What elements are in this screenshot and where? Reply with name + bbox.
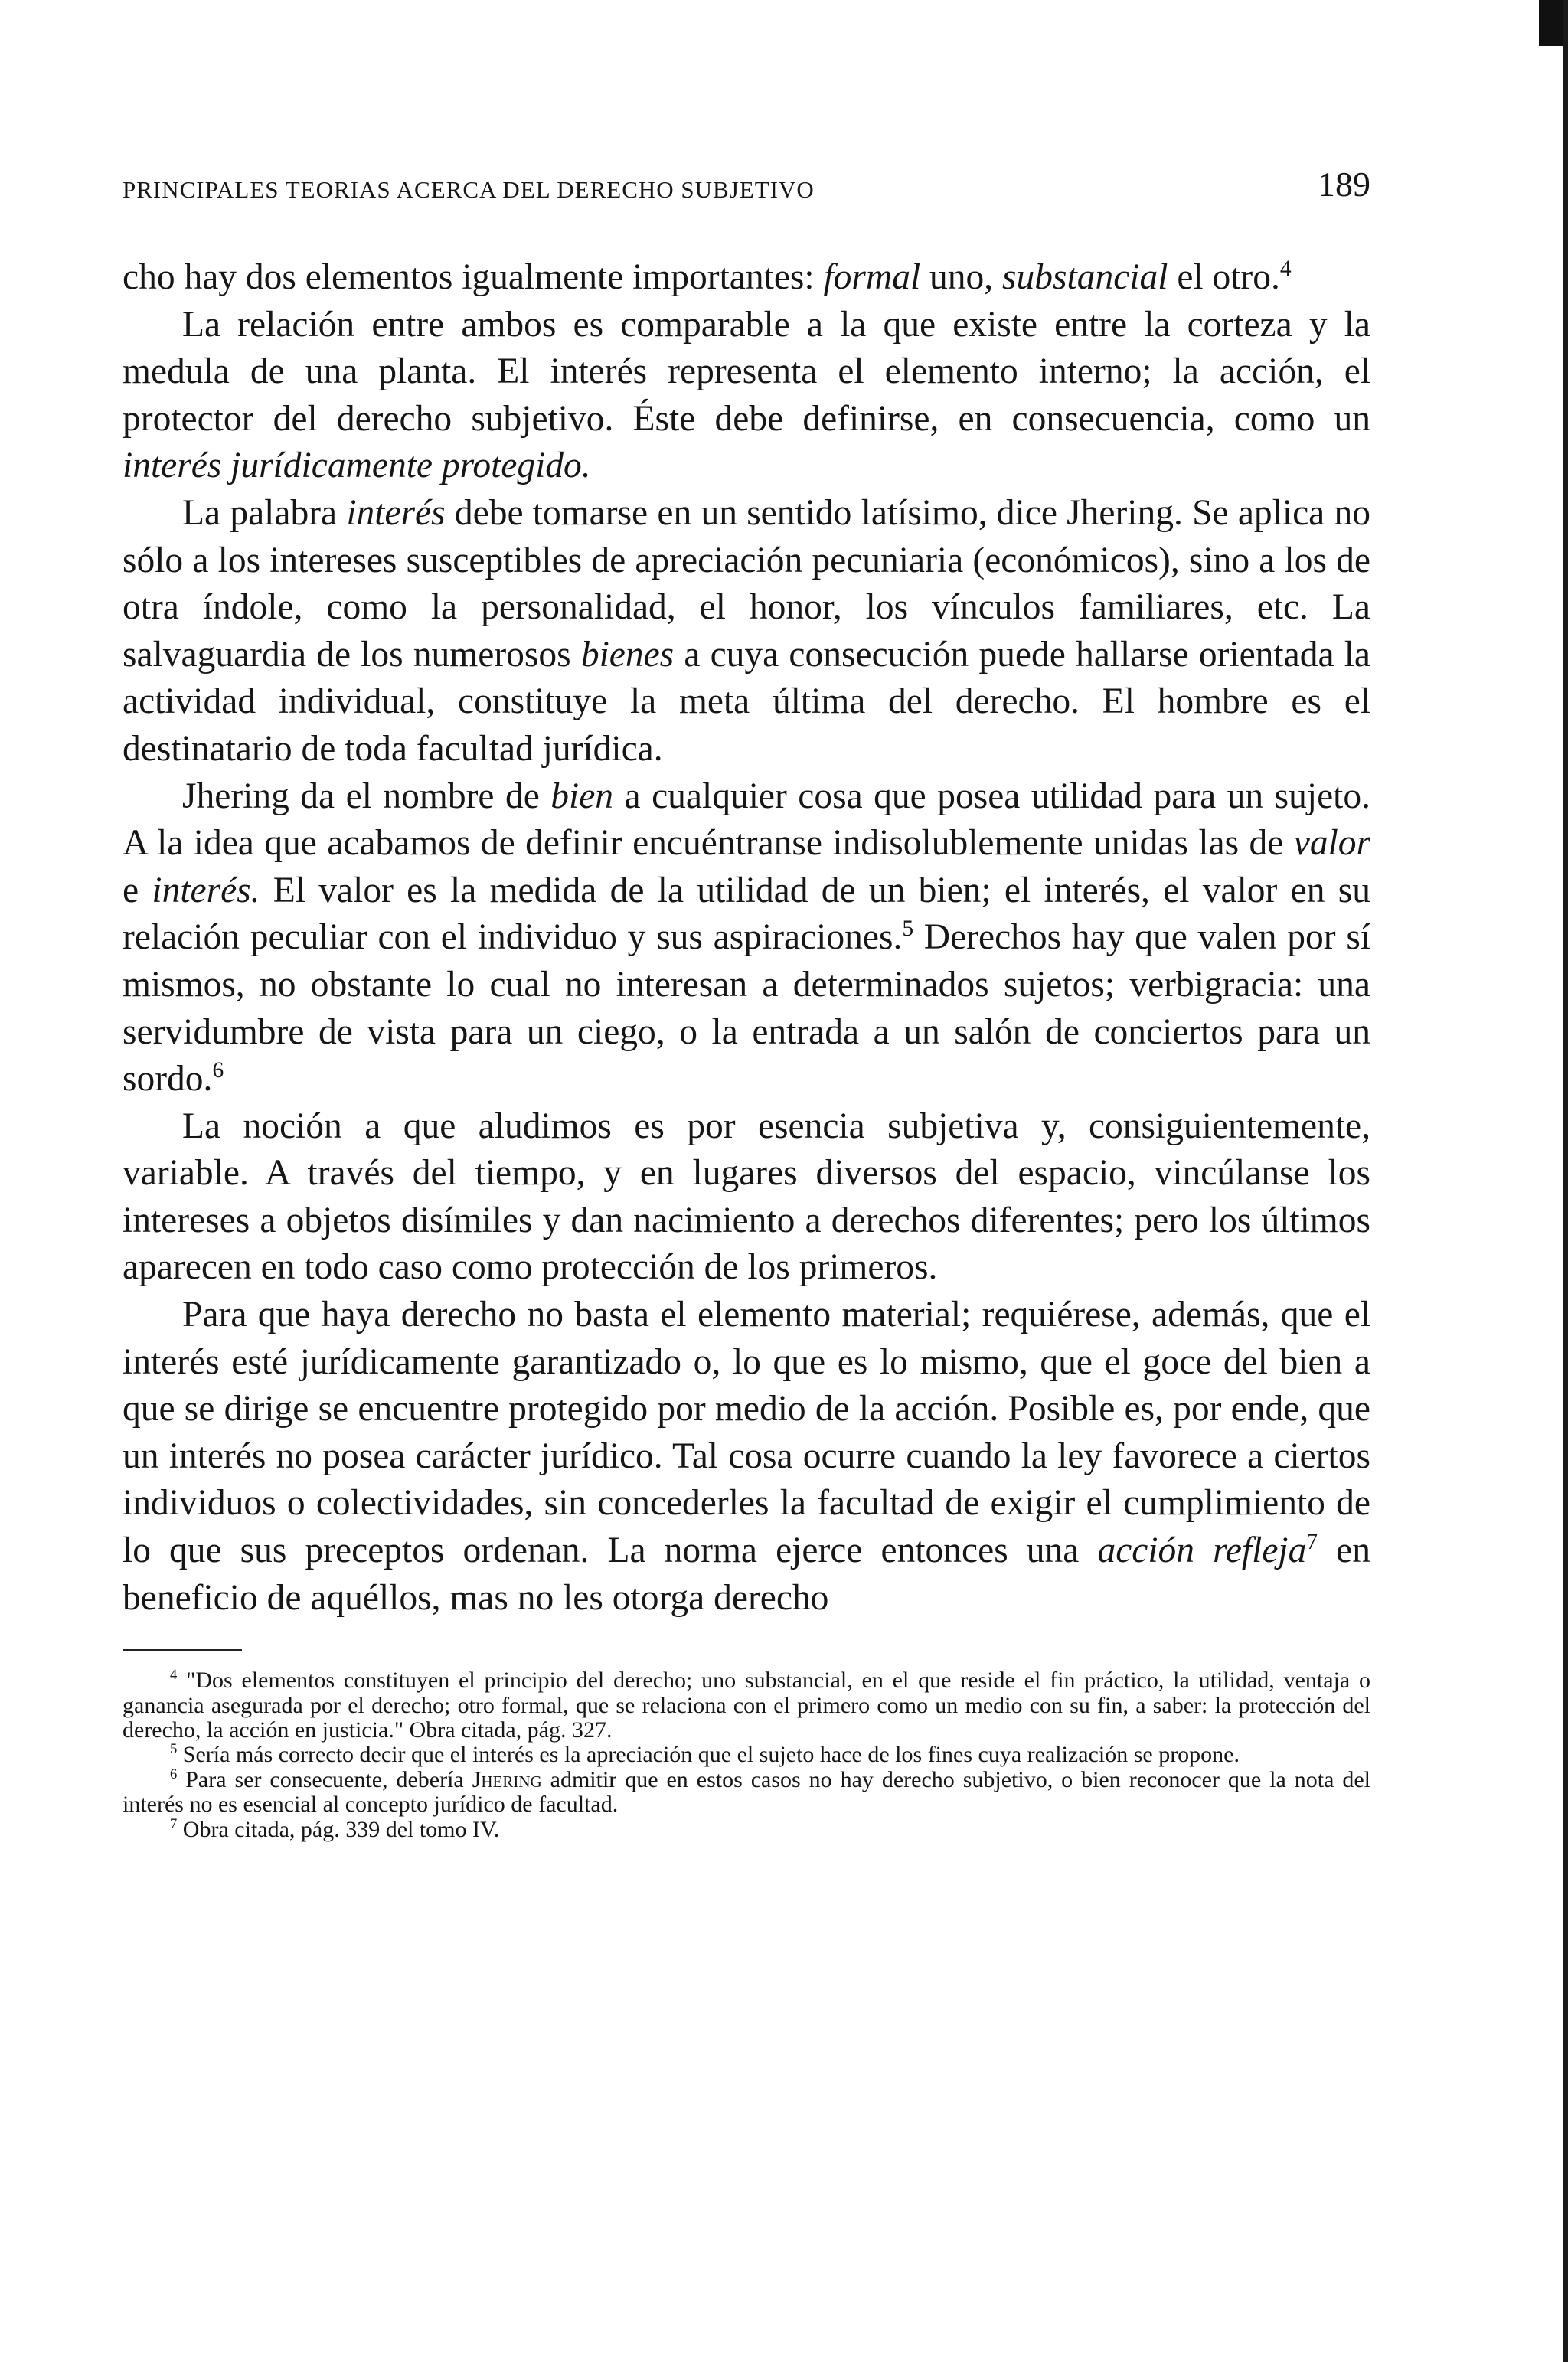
scan-edge-mark xyxy=(1539,0,1563,46)
running-header xyxy=(122,153,1370,207)
paragraph-5: La noción a que aludimos es por esencia subjetiva y, consiguientemente, variable. A través del tiempo, y en lugares diversos del espacio, vincúlanse los intereses a objetos disímiles y dan nacimiento a derechos diferentes; pero los últimos aparecen en todo caso como protección de los primeros. xyxy=(122,1106,1370,1288)
footnote-ref-7: 7 xyxy=(1306,1530,1318,1555)
footnote-6: $^6$ Para ser consecuente, debería Jhering admitir que en estos casos no hay derecho subjetivo, o bien reconocer que la nota del interés no es esencial al concepto jurídico de facultad. xyxy=(122,1766,1370,1818)
running-title: PRINCIPALES TEORIAS ACERCA DEL DERECHO SUBJETIVO xyxy=(122,176,815,203)
footnote-ref-4: 4 xyxy=(1279,256,1292,282)
paragraph-4: Jhering da el nombre de bien a cualquier cosa que posea utilidad para un sujeto. A la idea que acabamos de definir encuéntranse indisolublemente unidas las de valor e interés. El valor es la medida de la utilidad de un bien; el interés, el valor en su relación peculiar con el individuo y sus aspiraciones.$^5$ Derechos hay que valen por sí mismos, no obstante lo cual no interesan a determinados sujetos; verbigracia: una servidumbre de vista para un ciego, o la entrada a un salón de conciertos para un sordo.$^6$ xyxy=(122,776,1371,1099)
paragraph-2: La relación entre ambos es comparable a la que existe entre la corteza y la medula de una planta. El interés representa el elemento interno; la acción, el protector del derecho subjetivo. Éste debe definirse, en consecuencia, como un interés jurídicamente protegido. xyxy=(122,304,1370,486)
footnote-5: $^5$ Sería más correcto decir que el interés es la apreciación que el sujeto hace de los fines cuya realización se propone. xyxy=(170,1741,1240,1768)
footnote-divider xyxy=(122,1649,242,1651)
scan-edge-border xyxy=(1563,0,1568,2362)
book-page xyxy=(122,153,1370,1842)
footnote-7: $^7$ Obra citada, pág. 339 del tomo IV. xyxy=(170,1815,500,1842)
body-text xyxy=(122,254,1370,1622)
footnote-ref-6: 6 xyxy=(212,1058,224,1083)
page-number: 189 xyxy=(1318,165,1370,204)
footnote-4: $^4$ "Dos elementos constituyen el principio del derecho; uno substancial, en el que reside el fin práctico, la utilidad, ventaja o ganancia asegurada por el derecho; otro formal, que se relaciona con el primero como un medio con su fin, a saber: la protección del derecho, la acción en justicia." Obra citada, pág. 327. xyxy=(122,1667,1371,1743)
footnotes xyxy=(122,1668,1370,1842)
paragraph-3: La palabra interés debe tomarse en un sentido latísimo, dice Jhering. Se aplica no sólo a los intereses susceptibles de apreciación pecuniaria (económicos), sino a los de otra índole, como la personalidad, el honor, los vínculos familiares, etc. La salvaguardia de los numerosos bienes a cuya consecución puede hallarse orientada la actividad individual, constituye la meta última del derecho. El hombre es el destinatario de toda facultad jurídica. xyxy=(122,492,1370,769)
footnote-ref-5: 5 xyxy=(902,916,914,942)
paragraph-1: cho hay dos elementos igualmente importantes: formal uno, substancial el otro.$^4$ xyxy=(122,256,1292,297)
paragraph-6: Para que haya derecho no basta el elemento material; requiérese, además, que el interés esté jurídicamente garantizado o, lo que es lo mismo, que el goce del bien a que se dirige se encuentre protegido por medio de la acción. Posible es, por ende, que un interés no posea carácter jurídico. Tal cosa ocurre cuando la ley favorece a ciertos individuos o colectividades, sin concederles la facultad de exigir el cumplimiento de lo que sus preceptos ordenan. La norma ejerce entonces una acción refleja$^7$ en beneficio de aquéllos, mas no les otorga derecho xyxy=(122,1295,1370,1618)
